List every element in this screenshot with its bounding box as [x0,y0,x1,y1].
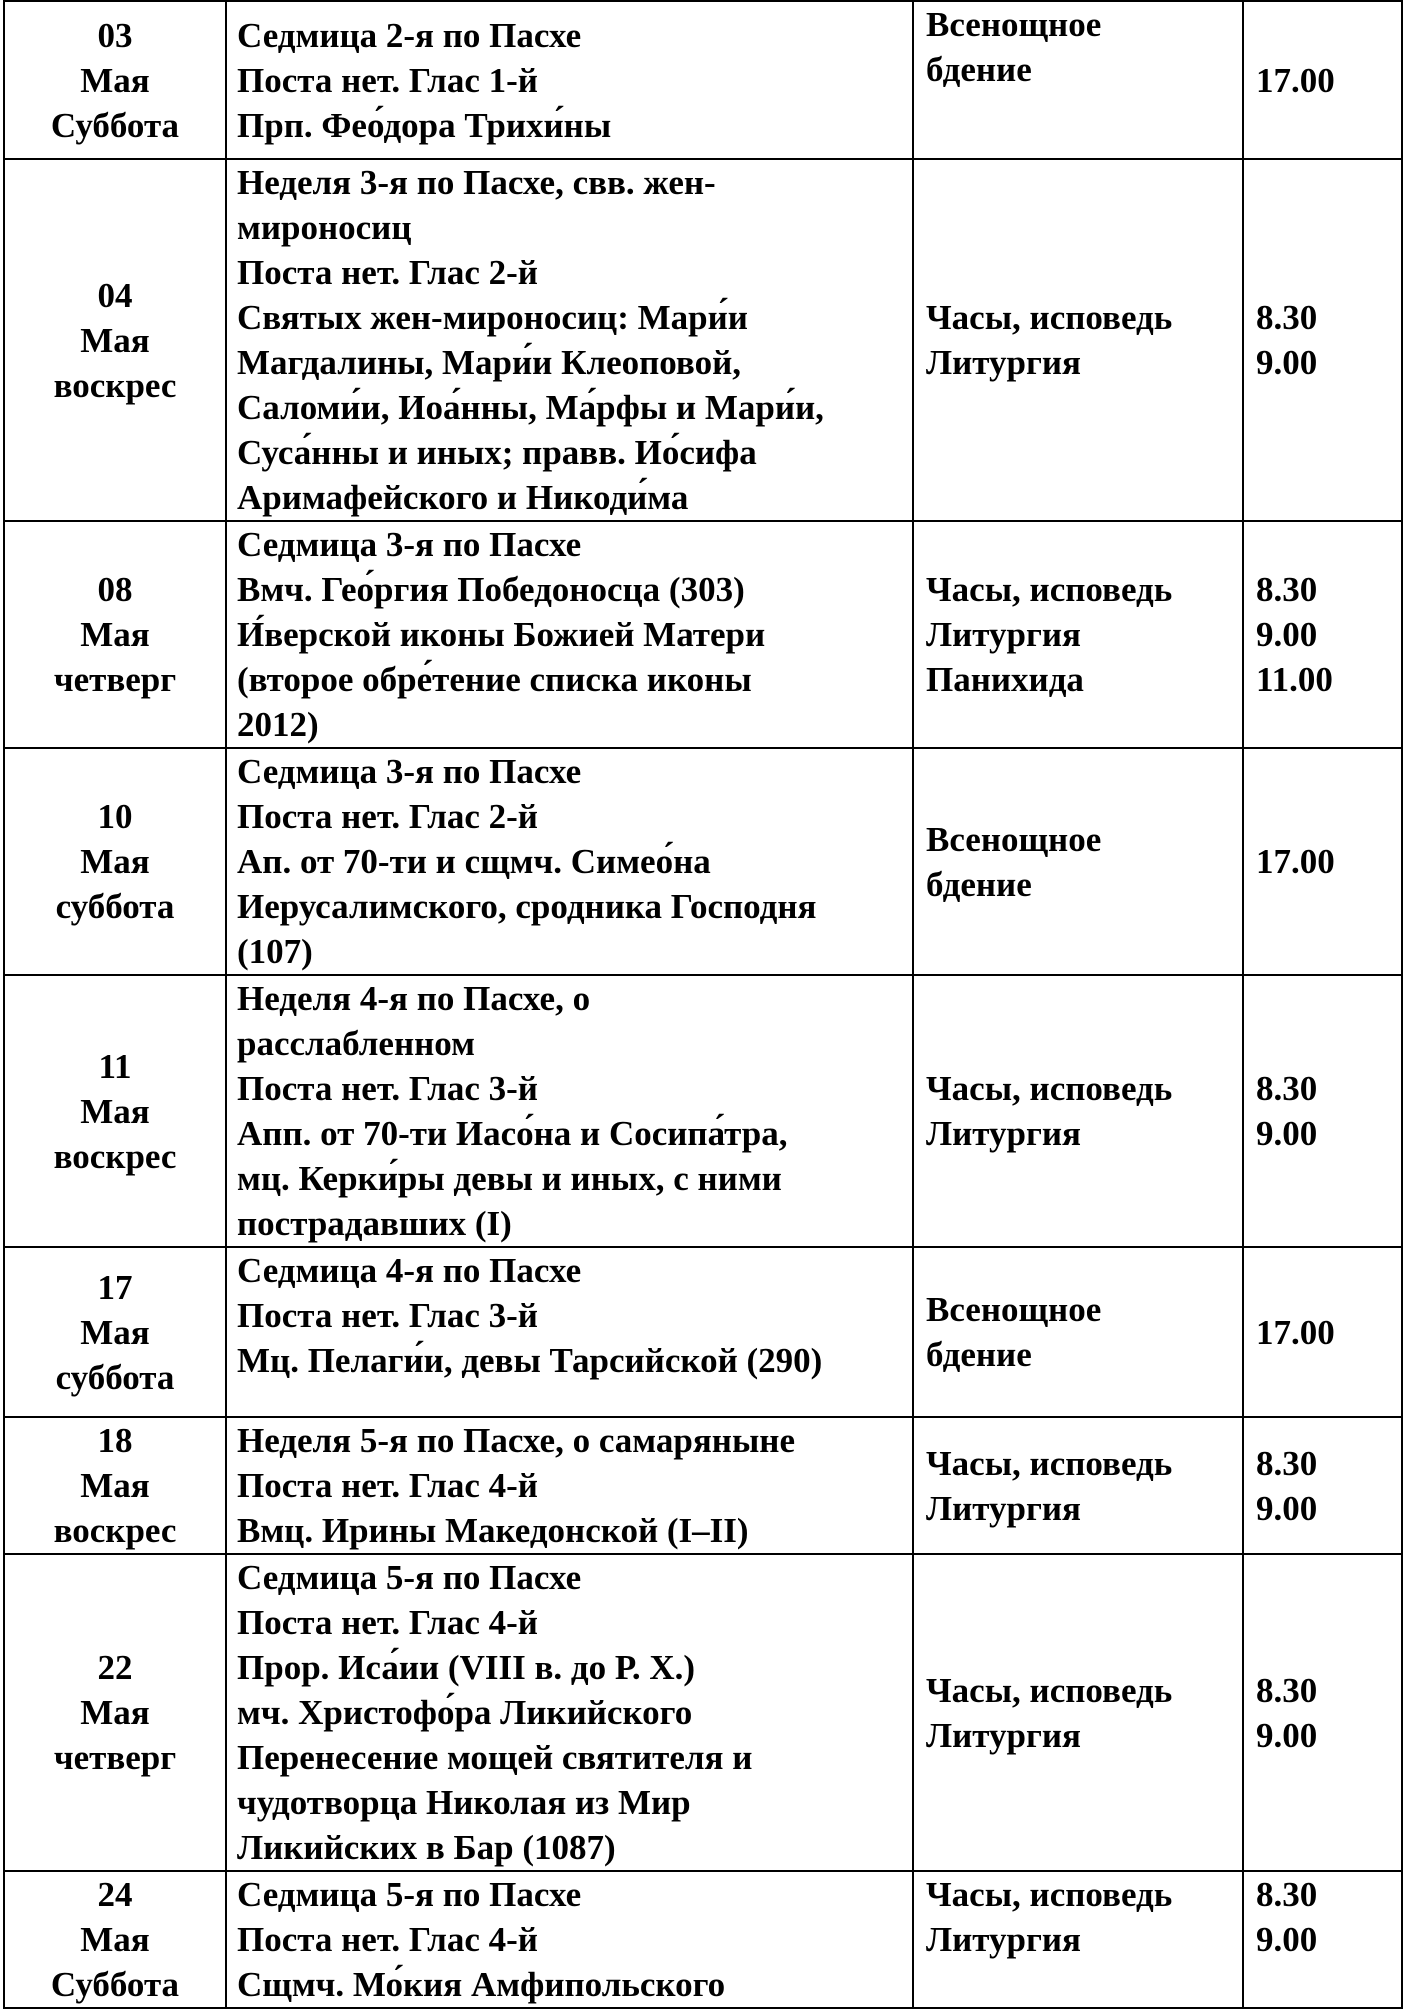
weekday-name: воскрес [53,1136,177,1176]
services-cell [913,1554,1243,1871]
service-name: бдение [926,50,1032,89]
month-name: Мая [80,1920,150,1959]
feast-description-cell [226,1871,913,2008]
service-name: Литургия [926,1114,1081,1153]
description-line: Поста нет. Глас 2-й [237,797,538,836]
description-line: Седмица 2-я по Пасхе [237,15,582,55]
service-time: 9.00 [1256,1488,1318,1528]
description-line: мц. Керки́ры девы и иных, с ними [237,1159,782,1198]
schedule-row [4,975,1402,1247]
service-name: Часы, исповедь [926,1069,1173,1108]
feast-description-cell [226,1247,913,1417]
description-line: Сщмч. Мо́кия Амфипольского [237,1965,726,2004]
feast-description-cell [226,521,913,748]
service-name: Литургия [926,615,1081,654]
description-line: Ап. от 70-ти и сщмч. Симео́на [237,842,711,881]
date-cell [4,1417,226,1554]
service-time: 9.00 [1256,1114,1318,1153]
description-line: Прор. Иса́ии (VIII в. до Р. Х.) [237,1648,696,1687]
description-line: И́верской иконы Божией Матери [237,615,766,654]
description-line: Святых жен-мироносиц: Мари́и [237,298,748,337]
description-line: Неделя 4-я по Пасхе, о [237,979,591,1018]
service-time: 9.00 [1256,1920,1318,1959]
description-line: Суса́нны и иных; правв. Ио́сифа [237,433,757,472]
description-line: 2012) [237,705,319,744]
description-line: Иерусалимского, сродника Господня [237,887,817,926]
service-time: 17.00 [1256,1312,1335,1352]
services-cell [913,521,1243,748]
services-cell [913,1871,1243,2008]
month-name: Мая [80,60,150,100]
service-time: 8.30 [1256,1069,1318,1108]
schedule-row [4,1554,1402,1871]
weekday-name: суббота [55,1357,175,1397]
description-line: расслабленном [237,1024,475,1063]
service-name: Всенощное [926,5,1102,44]
feast-description-cell [226,1554,913,1871]
description-line: Неделя 5-я по Пасхе, о самаряныне [237,1421,795,1460]
description-line: (второе обре́тение списка иконы [237,660,752,699]
description-line: (107) [237,932,313,971]
month-name: Мая [80,1693,150,1732]
day-number: 17 [97,1267,133,1307]
service-name: Литургия [926,1920,1081,1959]
month-name: Мая [80,1091,150,1131]
description-line: чудотворца Николая из Мир [237,1783,691,1822]
schedule-row [4,748,1402,975]
description-line: Поста нет. Глас 4-й [237,1920,538,1959]
date-cell [4,1247,226,1417]
times-cell [1243,1247,1402,1417]
description-line: Поста нет. Глас 3-й [237,1296,538,1335]
description-line: мироносиц [237,208,412,247]
weekday-name: Суббота [50,105,180,145]
schedule-row [4,1871,1402,2008]
service-time: 17.00 [1256,60,1335,100]
description-line: Аримафейского и Никоди́ма [237,478,689,517]
day-number: 22 [97,1648,133,1687]
description-line: Седмица 5-я по Пасхе [237,1558,582,1597]
services-cell [913,748,1243,975]
month-name: Мая [80,320,150,360]
service-time: 8.30 [1256,1670,1318,1710]
day-number: 24 [97,1875,133,1914]
description-line: Ликийских в Бар (1087) [237,1828,616,1867]
month-name: Мая [80,842,150,881]
description-line: Перенесение мощей святителя и [237,1738,753,1777]
description-line: Вмч. Гео́ргия Победоносца (303) [237,570,745,609]
description-line: Неделя 3-я по Пасхе, свв. жен- [237,163,716,202]
service-time: 11.00 [1256,660,1333,699]
schedule-row [4,1417,1402,1554]
service-time: 17.00 [1256,842,1335,881]
description-line: Поста нет. Глас 3-й [237,1069,538,1108]
service-name: Часы, исповедь [926,1443,1173,1483]
weekday-name: суббота [55,887,175,926]
service-name: бдение [926,864,1032,904]
description-line: Седмица 3-я по Пасхе [237,752,582,791]
service-name: Часы, исповедь [926,1875,1173,1914]
times-cell [1243,748,1402,975]
times-cell [1243,159,1402,521]
feast-description-cell [226,1,913,159]
description-line: Саломи́и, Иоа́нны, Ма́рфы и Мари́и, [237,388,824,427]
description-line: Поста нет. Глас 1-й [237,60,538,100]
service-name: Часы, исповедь [926,1670,1173,1710]
weekday-name: четверг [53,1738,177,1777]
service-name: Часы, исповедь [926,298,1173,337]
description-line: Седмица 3-я по Пасхе [237,525,582,564]
weekday-name: четверг [53,660,177,699]
weekday-name: воскрес [53,1511,177,1550]
description-line: Апп. от 70-ти Иасо́на и Сосипа́тра, [237,1114,788,1153]
schedule-row [4,159,1402,521]
description-line: Седмица 4-я по Пасхе [237,1251,582,1290]
feast-description-cell [226,1417,913,1554]
service-time: 9.00 [1256,615,1318,654]
description-line: пострадавших (I) [237,1204,512,1243]
times-cell [1243,521,1402,748]
date-cell [4,1,226,159]
weekday-name: Суббота [50,1965,180,2004]
description-line: Поста нет. Глас 4-й [237,1466,538,1505]
date-cell [4,975,226,1247]
schedule-row [4,1247,1402,1417]
day-number: 18 [97,1421,133,1460]
month-name: Мая [80,1466,150,1505]
times-cell [1243,1871,1402,2008]
services-cell [913,1417,1243,1554]
service-time: 8.30 [1256,570,1318,609]
service-time: 8.30 [1256,1443,1318,1483]
day-number: 11 [98,1046,132,1086]
times-cell [1243,1554,1402,1871]
services-cell [913,1,1243,159]
service-name: бдение [926,1335,1032,1374]
feast-description-cell [226,159,913,521]
description-line: мч. Христофо́ра Ликийского [237,1693,693,1732]
service-name: Всенощное [926,819,1102,859]
day-number: 03 [97,15,133,55]
service-time: 8.30 [1256,298,1318,337]
day-number: 10 [97,797,133,836]
date-cell [4,748,226,975]
month-name: Мая [80,1312,150,1352]
service-name: Панихида [926,660,1084,699]
service-name: Литургия [926,1715,1081,1755]
service-name: Всенощное [926,1290,1102,1329]
schedule-table [3,0,1403,2009]
description-line: Магдалины, Мари́и Клеоповой, [237,343,741,382]
description-line: Мц. Пелаги́и, девы Тарсийской (290) [237,1341,823,1380]
month-name: Мая [80,615,150,654]
description-line: Вмц. Ирины Македонской (I–II) [237,1511,749,1550]
description-line: Седмица 5-я по Пасхе [237,1875,582,1914]
description-line: Поста нет. Глас 2-й [237,253,538,292]
times-cell [1243,1,1402,159]
times-cell [1243,975,1402,1247]
day-number: 04 [97,275,133,315]
services-cell [913,975,1243,1247]
description-line: Прп. Фео́дора Трихи́ны [237,105,612,145]
times-cell [1243,1417,1402,1554]
service-time: 9.00 [1256,343,1318,382]
date-cell [4,1871,226,2008]
services-cell [913,1247,1243,1417]
feast-description-cell [226,975,913,1247]
schedule-row [4,1,1402,159]
schedule-body [4,1,1402,2008]
service-name: Литургия [926,343,1081,382]
service-time: 8.30 [1256,1875,1318,1914]
service-time: 9.00 [1256,1715,1318,1755]
service-name: Литургия [926,1488,1081,1528]
date-cell [4,521,226,748]
date-cell [4,159,226,521]
day-number: 08 [97,570,133,609]
weekday-name: воскрес [53,365,177,405]
description-line: Поста нет. Глас 4-й [237,1603,538,1642]
date-cell [4,1554,226,1871]
schedule-row [4,521,1402,748]
services-cell [913,159,1243,521]
service-name: Часы, исповедь [926,570,1173,609]
feast-description-cell [226,748,913,975]
